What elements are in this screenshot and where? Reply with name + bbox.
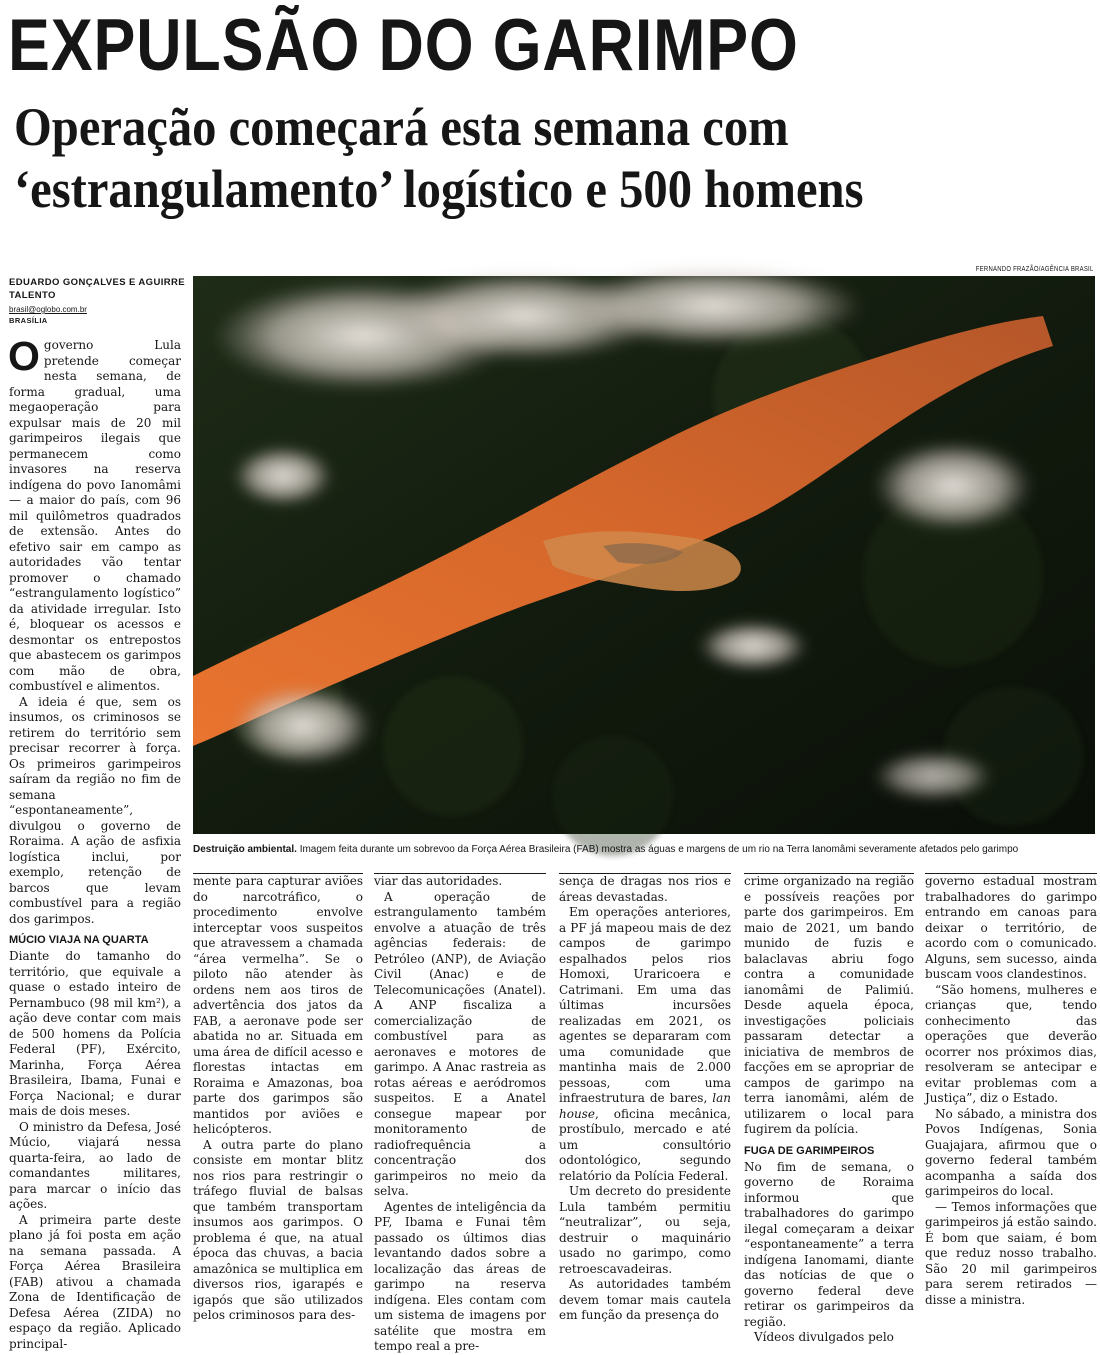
subheadline <box>14 96 986 220</box>
article-paragraph: Um decreto do presidente Lula também permitiu “neutralizar”, ou seja, destruir o maquinário usado no garimpo, como retroescavadeiras. <box>559 1184 731 1276</box>
article-paragraph: — Temos informações que garimpeiros já estão saindo. É bom que saiam, é bom que reduz nosso trabalho. São 20 mil garimpeiros para serem retirados — disse a ministra. <box>925 1199 1097 1307</box>
paragraph-text: , oficina mecânica, prostíbulo, mercado e até um consultório odontológico, segundo relatório da Polícia Federal. <box>559 1106 731 1183</box>
article-paragraph: A operação de estrangulamento também envolve a atuação de três agências federais: de Petróleo (ANP), de Aviação Civil (Anac) e de Telecomunicações (Anatel). A ANP fiscaliza a comercialização de combustível para as aeronaves e motores de garimpo. A Anac rastreia as rotas aéreas e aeródromos suspeitos. E a Anatel consegue mapear por monitoramento de radiofrequência a concentração dos garimpeiros no meio da selva. <box>374 889 546 1198</box>
article-column-2 <box>193 873 363 1322</box>
photo-credit: FERNANDO FRAZÃO/AGÊNCIA BRASIL <box>976 266 1094 273</box>
byline-email-link[interactable]: brasil@oglobo.com.br <box>9 305 87 314</box>
cloud-right <box>873 441 1033 531</box>
article-paragraph: Diante do tamanho do território, que equivale a quase o estado inteiro de Pernambuco (98 mil km²), a ação deve contar com mais de 500 homens da Polícia Federal (PF), Exército, Marinha, Força Aérea Brasileira, Ibama, Funai e Força Nacional; e durar mais de dois meses. <box>9 949 181 1118</box>
caption-lead: Destruição ambiental. <box>193 844 297 855</box>
section-heading-mucio: MÚCIO VIAJA NA QUARTA <box>9 934 149 946</box>
aerial-river-illustration <box>193 276 1095 834</box>
article-paragraph: Agentes de inteligência da PF, Ibama e Funai têm passado os últimos dias levantando dados sobre a localização das áreas de garimpo na reserva indígena. Eles contam com um sistema de imagens por satélite que mostra em tempo real a pre- <box>374 1199 546 1353</box>
drop-cap: O <box>8 333 40 379</box>
article-paragraph <box>559 905 731 1184</box>
byline <box>9 276 187 326</box>
article-paragraph: A outra parte do plano consiste em montar blitz nos rios para restringir o tráfego fluvial de balsas que também transportam insumos aos garimpos. O problema é que, na atual época das chuvas, a bacia amazônica se multiplica em diversos rios, igarapés e igapós que são utilizados pelos criminosos para des- <box>193 1137 363 1322</box>
caption-text: Imagem feita durante um sobrevoo da Força Aérea Brasileira (FAB) mostra as águas e margens de um rio na Terra Ianomâmi severamente afetados pelo garimpo <box>296 844 1019 855</box>
article-column-3 <box>374 873 546 1353</box>
article-paragraph: “São homens, mulheres e crianças que, tendo conhecimento das operações que deverão ocorrer nos próximos dias, resolveram se antecipar e evitar problemas com a Justiça”, diz o Estado. <box>925 982 1097 1105</box>
article-paragraph: A primeira parte deste plano já foi posta em ação na semana passada. A Força Aérea Brasileira (FAB) ativou a chamada Zona de Identificação de Defesa Aérea (ZIDA) no espaço da região. Aplicado principal- <box>9 1212 181 1351</box>
article-column-1 <box>8 333 181 1351</box>
article-paragraph: Vídeos divulgados pelo <box>754 1330 894 1344</box>
article-paragraph: viar das autoridades. <box>374 874 503 888</box>
subheadline-line-2: ‘estrangulamento’ logístico e 500 homens <box>14 159 864 219</box>
article-paragraph: No sábado, a ministra dos Povos Indígenas, Sonia Guajajara, afirmou que o governo federal também acompanha a saída dos garimpeiros do local. <box>925 1106 1097 1198</box>
article-paragraph: mente para capturar aviões do narcotráfico, o procedimento envolve interceptar voos suspeitos que atravessem a chamada “área vermelha”. Se o piloto não atender às ordens nem aos tiros de advertência dos jatos da FAB, a aeronave pode ser abatida no ar. Situada em uma área de difícil acesso e florestas intactas em Roraima e Amazonas, boa parte dos garimpos são mantidos por aviões e helicópteros. <box>193 874 363 1136</box>
article-paragraph: sença de dragas nos rios e áreas devastadas. <box>559 874 731 904</box>
cloud-left <box>233 446 333 506</box>
article-paragraph: crime organizado na região e possíveis reações por parte dos garimpeiros. Em maio de 2021, um bando munido de fuzis e balaclavas abriu fogo contra a comunidade ianomâmi de Palimiú. Desde aquela época, investigações policiais passaram detectar a iniciativa de membros de facções em se apropriar de campos de garimpo na terra ianomâmi, além de utilizarem o local para fugirem da polícia. <box>744 874 914 1136</box>
byline-location: BRASÍLIA <box>9 316 48 325</box>
photo-caption <box>193 843 1095 856</box>
section-heading-fuga: FUGA DE GARIMPEIROS <box>744 1144 875 1157</box>
headline: EXPULSÃO DO GARIMPO <box>8 5 799 86</box>
cloud-center <box>698 621 808 671</box>
article-paragraph: governo estadual mostram trabalhadores do garimpo entrando em canoas para deixar o território, de acordo com o comunicado. Alguns, sem sucesso, ainda buscam voos clandestinos. <box>925 874 1097 981</box>
article-column-6 <box>925 873 1097 1318</box>
italic-term: lan house <box>559 1091 731 1121</box>
cloud-bottom-right <box>873 751 993 801</box>
paragraph-text: Em operações anteriores, a PF já mapeou mais de dez campos de garimpo espalhados pelos rios Homoxi, Uraricoera e Catrimani. Em uma das últimas incursões realizadas em 2021, os agentes se depararam com uma comunidade que mantinha mais de 2.000 pessoas, com uma infraestrutura de bares, <box>559 905 731 1105</box>
article-paragraph <box>8 333 181 695</box>
article-paragraph: A ideia é que, sem os insumos, os criminosos se retirem do território sem precisar recorrer à força. Os primeiros garimpeiros saíram da região no fim de semana “espontaneamente”, divulgou o governo de Roraima. A ação de asfixia logística inclui, por exemplo, retenção de barcos que levam combustível para a região dos garimpos. <box>9 694 181 926</box>
cloud-top-right <box>563 266 863 346</box>
article-paragraph: No fim de semana, o governo de Roraima informou que trabalhadores do garimpo ilegal começaram a deixar “espontaneamente” a terra indígena Ianomami, diante das notícias de que o governo federal deve retirar os garimpeiros da região. <box>744 1159 914 1329</box>
article-paragraph: As autoridades também devem tomar mais cautela em função da presença do <box>559 1277 731 1322</box>
article-paragraph: O ministro da Defesa, José Múcio, viajará nessa quarta-feira, ao lado de comandantes militares, para marcar o início das ações. <box>9 1119 181 1211</box>
subheadline-line-1: Operação começará esta semana com <box>14 97 789 157</box>
paragraph-text: governo Lula pretende começar nesta semana, de forma gradual, uma megaoperação para expulsar mais de 20 mil garimpeiros ilegais que permanecem como invasores na reserva indígena do povo Ianomâmi — a maior do país, com 96 mil quilômetros quadrados de extensão. Antes do efetivo sair em campo as autoridades vão tentar promover o chamado “estrangulamento logístico” da atividade irregular. Isto é, bloquear os acessos e desmontar os entrepostos que abastecem os garimpos com mão de obra, combustível e alimentos. <box>9 338 181 693</box>
article-column-5 <box>744 873 914 1344</box>
byline-authors: EDUARDO GONÇALVES E AGUIRRE TALENTO <box>9 277 186 301</box>
aerial-river-photo <box>193 276 1095 834</box>
cloud-bottom-left <box>233 686 373 766</box>
article-column-4 <box>559 873 731 1322</box>
